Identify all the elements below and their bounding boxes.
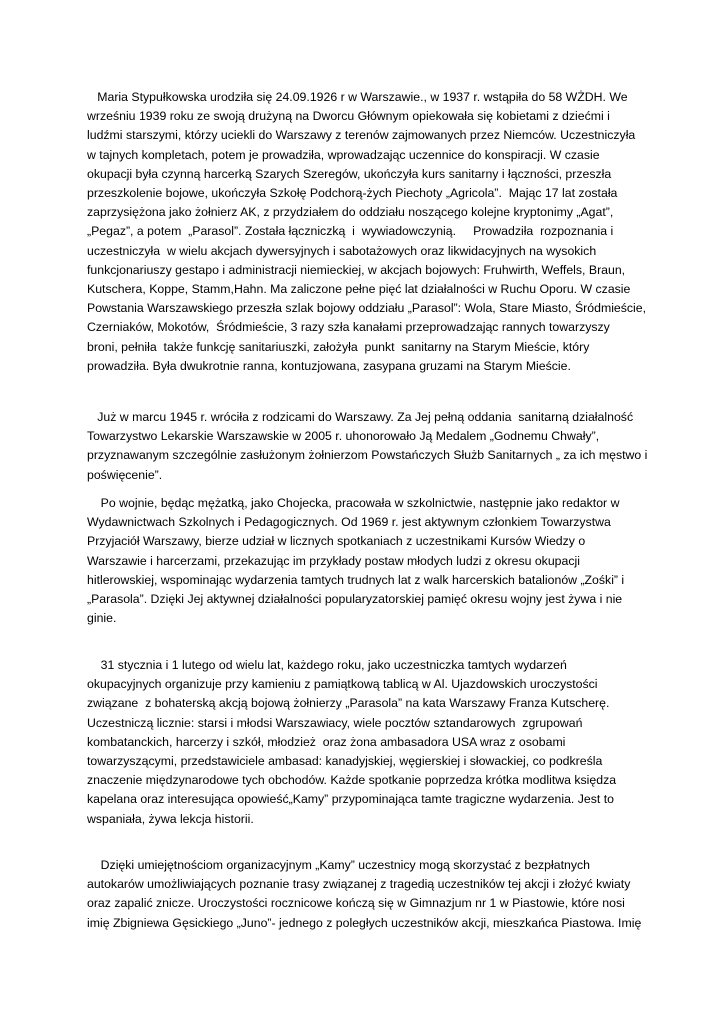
text-line: kapelana oraz interesująca opowieść„Kamy” przypominająca tamte tragiczne wydarzenia. Jest to [87, 792, 614, 807]
text-line: „Parasola”. Dzięki Jej aktywnej działalności popularyzatorskiej pamięć okresu wojny jest żywa i nie [87, 592, 623, 607]
text-line: Warszawie i harcerzami, przekazując im przykłady postaw młodych ludzi z okresu okupacji [87, 553, 580, 568]
text-line: wspaniała, żywa lekcja historii. [87, 811, 254, 826]
text-line: autokarów umożliwiających poznanie trasy związanej z tragedią uczestników tej akcji i złożyć kwiaty [87, 877, 631, 892]
text-line: okupacji była czynną harcerką Szarych Szeregów, ukończyła kurs sanitarny i łączności, przeszła [87, 166, 612, 181]
text-line: „Pegaz”, a potem „Parasol”. Została łączniczką i wywiadowczynią. Prowadziła rozpoznania i [87, 224, 614, 239]
text-line: okupacyjnych organizuje przy kamieniu z pamiątkową tablicą w Al. Ujazdowskich uroczystości [87, 677, 598, 692]
text-line: Powstania Warszawskiego przeszła szlak bojowy oddziału „Parasol”: Wola, Stare Miasto, Śródmieście, [87, 301, 647, 316]
text-line: hitlerowskiej, wspominając wydarzenia tamtych trudnych lat z walk harcerskich batalionów „Zośki” i [87, 572, 625, 587]
text-line: broni, pełniła także funkcję sanitariuszki, założyła punkt sanitarny na Starym Mieście, który [87, 339, 590, 354]
text-line: Maria Stypułkowska urodziła się 24.09.1926 r w Warszawie., w 1937 r. wstąpiła do 58 WŻDH. We [87, 90, 628, 104]
text-line: kombatanckich, harcerzy i szkół, młodzież oraz żona ambasadora USA wraz z osobami [87, 734, 566, 749]
text-line: oraz zapalić znicze. Uroczystości rocznicowe kończą się w Gimnazjum nr 1 w Piastowie, które nosi [87, 896, 625, 911]
text-line: funkcjonariuszy gestapo i administracji niemieckiej, w akcjach bojowych: Fruhwirth, Weffels, Braun, [87, 262, 626, 277]
text-line: zaprzysiężona jako żołnierz AK, z przydziałem do oddziału noszącego kolejne kryptonimy „Agat”, [87, 205, 614, 220]
text-line: Uczestniczą licznie: starsi i młodsi Warszawiacy, wiele pocztów sztandarowych zgrupowań [87, 715, 583, 730]
text-line: przyznawanym szczególnie zasłużonym żołnierzom Powstańczych Służb Sanitarnych „ za ich męstwo i [87, 448, 648, 463]
text-line: 31 stycznia i 1 lutego od wielu lat, każdego roku, jako uczestniczka tamtych wydarzeń [87, 658, 567, 672]
paragraph-organization [87, 856, 647, 933]
text-line: Towarzystwo Lekarskie Warszawskie w 2005 r. uhonorowało Ją Medalem „Godnemu Chwały”, [87, 429, 600, 444]
paragraph-postwar-career [87, 494, 647, 628]
text-line: Dzięki umiejętnościom organizacyjnym „Kamy” uczestnicy mogą skorzystać z bezpłatnych [87, 858, 590, 872]
text-line: Wydawnictwach Szkolnych i Pedagogicznych. Od 1969 r. jest aktywnym członkiem Towarzystwa [87, 515, 611, 530]
text-line: związane z bohaterską akcją bojową żołnierzy „Parasola” na kata Warszawy Franza Kutscherę. [87, 696, 610, 711]
text-line: Już w marcu 1945 r. wróciła z rodzicami do Warszawy. Za Jej pełną oddania sanitarną działalność [87, 410, 634, 424]
text-line: towarzyszącymi, przedstawiciele ambasad: kanadyjskiej, węgierskiej i słowackiej, co podkreśla [87, 754, 603, 769]
text-line: wrześniu 1939 roku ze swoją drużyną na Dworcu Głównym opiekowała się kobietami z dziećmi i [87, 109, 610, 124]
text-line: Po wojnie, będąc mężatką, jako Chojecka, pracowała w szkolnictwie, następnie jako redaktor w [87, 496, 620, 510]
text-line: poświęcenie”. [87, 467, 163, 482]
text-line: Kutschera, Koppe, Stamm,Hahn. Ma zaliczone pełne pięć lat działalności w Ruchu Oporu. W czasie [87, 282, 631, 297]
paragraph-anniversary [87, 656, 647, 829]
text-line: prowadziła. Była dwukrotnie ranna, kontuzjowana, zasypana gruzami na Starym Mieście. [87, 358, 571, 373]
text-line: przeszkolenie bojowe, ukończyła Szkołę Podchorą-żych Piechoty „Agricola”. Mając 17 lat została [87, 186, 618, 201]
text-line: ginie. [87, 611, 117, 626]
text-line: imię Zbigniewa Gęsickiego „Juno”- jednego z poległych uczestników akcji, mieszkańca Piastowa. Imię [87, 915, 642, 930]
text-line: Przyjaciół Warszawy, bierze udział w licznych spotkaniach z uczestnikami Kursów Wiedzy o [87, 534, 586, 549]
paragraph-biography [87, 88, 647, 376]
text-line: Czerniaków, Mokotów, Śródmieście, 3 razy szła kanałami przeprowadzając rannych towarzyszy [87, 320, 610, 335]
paragraph-postwar-return [87, 408, 647, 485]
text-line: znaczenie międzynarodowe tych obchodów. Każde spotkanie poprzedza krótka modlitwa księdza [87, 773, 617, 788]
text-line: uczestniczyła w wielu akcjach dywersyjnych i sabotażowych oraz likwidacyjnych na wysokich [87, 243, 597, 258]
text-line: ludźmi starszymi, którzy uciekli do Warszawy z terenów zajmowanych przez Niemców. Uczestniczyła [87, 128, 636, 143]
text-line: w tajnych kompletach, potem je prowadziła, wprowadzając uczennice do konspiracji. W czasie [87, 147, 600, 162]
